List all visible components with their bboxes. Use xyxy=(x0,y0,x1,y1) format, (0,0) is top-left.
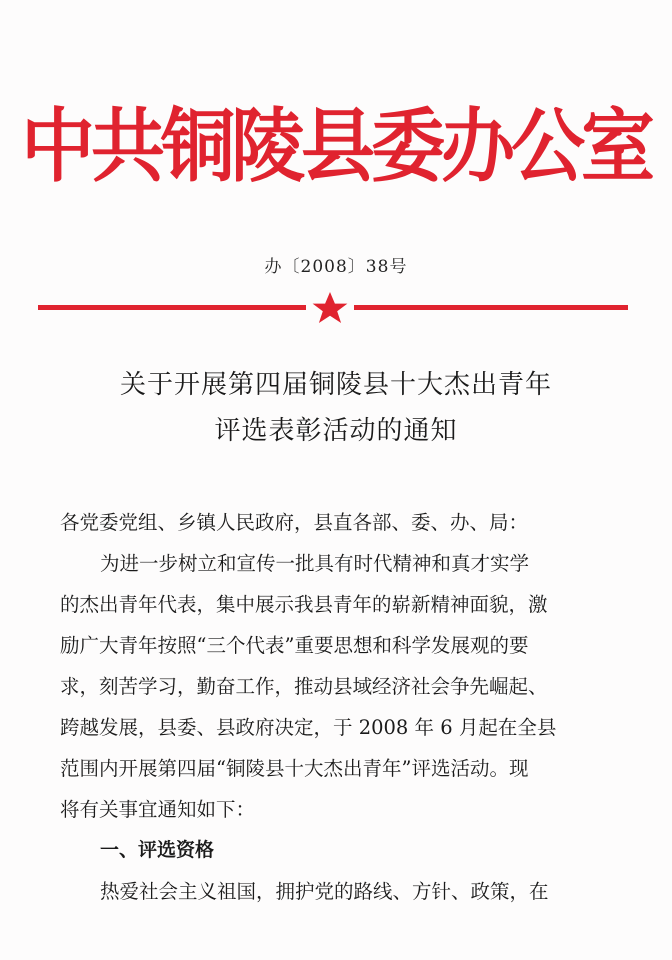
body-line: 范围内开展第四届“铜陵县十大杰出青年”评选活动。现 xyxy=(60,757,529,780)
title-line-1: 关于开展第四届铜陵县十大杰出青年 xyxy=(119,370,552,400)
star-icon xyxy=(313,292,348,323)
body-line: 励广大青年按照“三个代表”重要思想和科学发展观的要 xyxy=(60,634,529,657)
notice-title xyxy=(0,362,672,454)
issuer-masthead: 中共铜陵县委办公室 xyxy=(21,100,651,194)
document-number: 办〔2008〕38号 xyxy=(264,257,408,277)
section-heading: 一、评选资格 xyxy=(100,839,215,861)
body-line: 求，刻苦学习，勤奋工作，推动县域经济社会争先崛起、 xyxy=(60,675,548,698)
body-line: 热爱社会主义祖国，拥护党的路线、方针、政策，在 xyxy=(100,880,549,903)
body-line: 的杰出青年代表，集中展示我县青年的崭新精神面貌，激 xyxy=(60,593,548,616)
red-rule-right xyxy=(354,305,628,310)
body-line: 为进一步树立和宣传一批具有时代精神和真才实学 xyxy=(100,552,530,575)
notice-body xyxy=(60,502,620,912)
red-rule-left xyxy=(38,305,306,310)
body-line: 跨越发展，县委、县政府决定，于 2008 年 6 月起在全县 xyxy=(60,716,557,739)
salutation: 各党委党组、乡镇人民政府，县直各部、委、办、局： xyxy=(60,511,529,534)
red-rule-with-star xyxy=(38,290,628,326)
body-line: 将有关事宜通知如下： xyxy=(60,798,256,821)
title-line-2: 评选表彰活动的通知 xyxy=(214,416,458,446)
